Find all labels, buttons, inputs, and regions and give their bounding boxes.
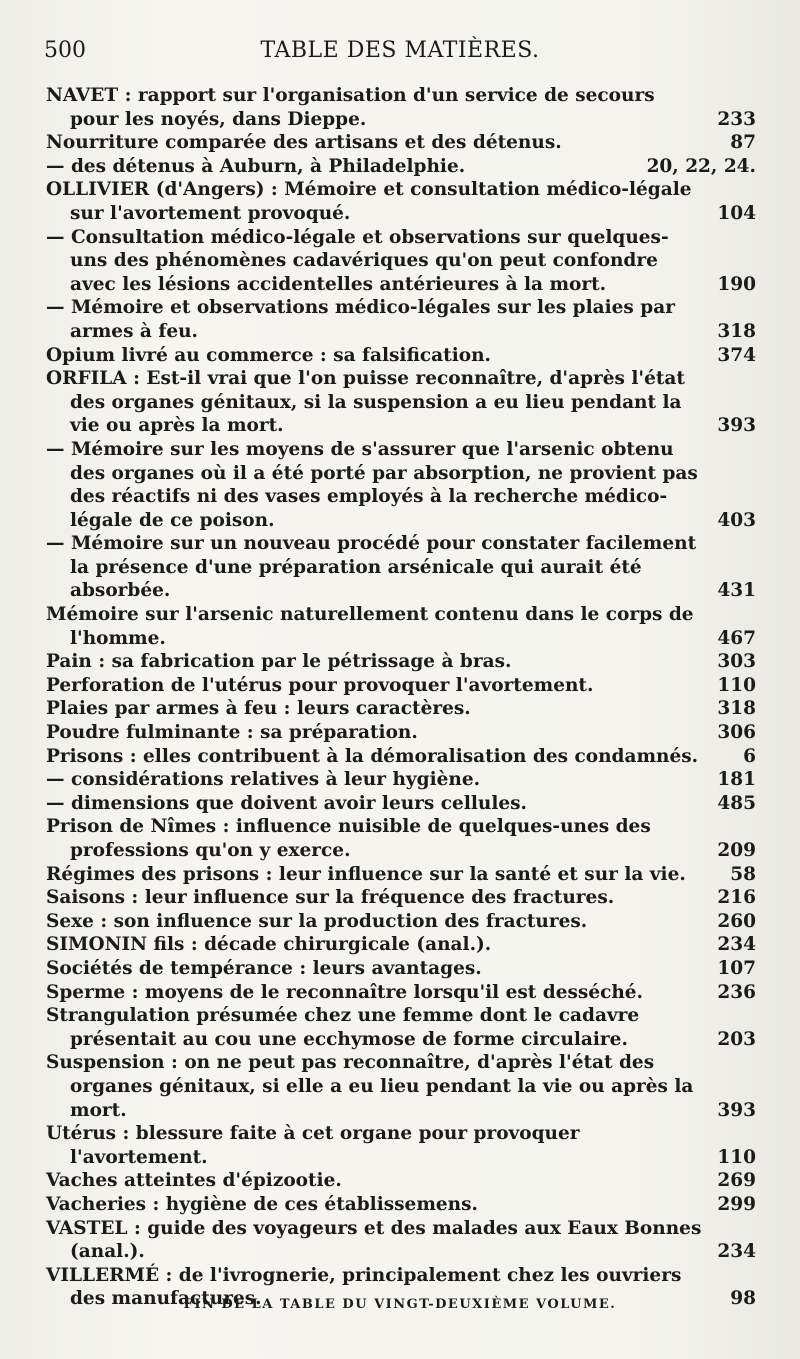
index-entry-page: 306 bbox=[717, 722, 756, 744]
index-entry-text: — Mémoire et observations médico-légales sur les plaies par armes à feu. bbox=[46, 297, 675, 342]
index-entry bbox=[46, 1122, 756, 1169]
index-entry-page: 403 bbox=[717, 509, 756, 531]
index-entry bbox=[46, 1217, 756, 1264]
index-entry bbox=[46, 933, 756, 957]
index-entry-text: Opium livré au commerce : sa falsification. bbox=[46, 344, 491, 366]
index-entry-text: Sociétés de tempérance : leurs avantages. bbox=[46, 957, 482, 979]
index-entry-page: 20, 22, 24. bbox=[646, 155, 756, 177]
index-entry bbox=[46, 1004, 756, 1051]
index-entry-page: 260 bbox=[717, 910, 756, 932]
index-entry-text: OLLIVIER (d'Angers) : Mémoire et consultation médico-légale sur l'avortement provoqué. bbox=[46, 179, 692, 224]
index-entry bbox=[46, 792, 756, 816]
index-entry-text: — Consultation médico-légale et observations sur quelques-uns des phénomènes cadavériques qu'on peut confondre avec les lésions accidentelles antérieures à la mort. bbox=[46, 226, 669, 295]
index-entry-page: 393 bbox=[717, 415, 756, 437]
index-entry-text: Utérus : blessure faite à cet organe pour provoquer l'avortement. bbox=[46, 1123, 580, 1168]
index-entry-page: 318 bbox=[717, 320, 756, 342]
index-entry bbox=[46, 344, 756, 368]
index-entry-page: 181 bbox=[717, 769, 756, 791]
index-entry-page: 374 bbox=[717, 344, 756, 366]
index-entry bbox=[46, 155, 756, 179]
index-entry-page: 209 bbox=[717, 840, 756, 861]
index-entry-page: 216 bbox=[717, 887, 756, 909]
index-entry-page: 393 bbox=[717, 1099, 756, 1121]
index-entries bbox=[46, 84, 756, 1311]
index-entry-text: — dimensions que doivent avoir leurs cellules. bbox=[46, 792, 527, 814]
index-entry-text: VASTEL : guide des voyageurs et des malades aux Eaux Bonnes (anal.). bbox=[46, 1217, 702, 1263]
index-entry-page: 58 bbox=[730, 863, 756, 885]
index-entry-page: 467 bbox=[717, 627, 756, 649]
index-entry bbox=[46, 178, 756, 225]
index-entry-text: Perforation de l'utérus pour provoquer l'avortement. bbox=[46, 674, 594, 696]
index-entry bbox=[46, 981, 756, 1005]
index-entry-text: ORFILA : Est-il vrai que l'on puisse reconnaître, d'après l'état des organes génitaux, si la suspension a eu lieu pendant la vie ou après la mort. bbox=[46, 368, 685, 437]
index-entry-text: Plaies par armes à feu : leurs caractères. bbox=[46, 698, 471, 720]
index-entry bbox=[46, 674, 756, 698]
index-entry-text: Sexe : son influence sur la production des fractures. bbox=[46, 910, 588, 932]
index-entry bbox=[46, 815, 756, 862]
index-entry-page: 233 bbox=[717, 108, 756, 130]
index-entry-text: Poudre fulminante : sa préparation. bbox=[46, 722, 418, 744]
index-entry bbox=[46, 603, 756, 650]
index-entry bbox=[46, 768, 756, 792]
index-entry-text: Strangulation présumée chez une femme dont le cadavre présentait au cou une ecchymose de forme circulaire. bbox=[46, 1005, 640, 1050]
index-entry-page: 236 bbox=[717, 981, 756, 1003]
index-entry-page: 234 bbox=[717, 1241, 756, 1263]
index-entry-text: — Mémoire sur les moyens de s'assurer que l'arsenic obtenu des organes où il a été porté par absorption, ne provient pas des réactifs ni des vases employés à la recherche médico-légale de ce poison. bbox=[46, 438, 698, 531]
index-entry bbox=[46, 438, 756, 532]
index-entry-page: 110 bbox=[717, 1146, 756, 1168]
index-entry bbox=[46, 721, 756, 745]
index-entry-page: 104 bbox=[717, 202, 756, 224]
index-entry-page: 110 bbox=[717, 674, 756, 696]
index-entry bbox=[46, 1169, 756, 1193]
index-entry-text: Sperme : moyens de le reconnaître lorsqu'il est desséché. bbox=[46, 981, 644, 1003]
index-entry-text: Nourriture comparée des artisans et des détenus. bbox=[46, 132, 562, 154]
index-entry bbox=[46, 886, 756, 910]
index-entry-text: NAVET : rapport sur l'organisation d'un service de secours pour les noyés, dans Dieppe. bbox=[46, 85, 655, 130]
index-entry-text: Vacheries : hygiène de ces établissemens. bbox=[46, 1193, 478, 1215]
index-entry bbox=[46, 532, 756, 603]
end-of-table-note: FIN DE LA TABLE DU VINGT-DEUXIÈME VOLUME. bbox=[183, 1297, 617, 1312]
page-number: 500 bbox=[44, 38, 86, 63]
index-entry-text: Suspension : on ne peut pas reconnaître, d'après l'état des organes génitaux, si elle a eu lieu pendant la vie ou après la mort. bbox=[46, 1052, 694, 1121]
index-entry bbox=[46, 745, 756, 769]
index-entry bbox=[46, 367, 756, 438]
index-entry-page: 107 bbox=[717, 957, 756, 979]
index-entry-page: 269 bbox=[717, 1170, 756, 1192]
index-entry bbox=[46, 863, 756, 887]
index-entry-page: 87 bbox=[730, 132, 756, 154]
index-entry-page: 318 bbox=[717, 698, 756, 720]
index-entry-text: Prisons : elles contribuent à la démoralisation des condamnés. bbox=[46, 745, 699, 767]
index-entry-text: Prison de Nîmes : influence nuisible de quelques-unes des professions qu'on y exerce. bbox=[46, 816, 651, 861]
index-entry-page: 431 bbox=[717, 580, 756, 602]
index-entry-text: Mémoire sur l'arsenic naturellement contenu dans le corps de l'homme. bbox=[46, 604, 694, 649]
index-entry bbox=[46, 1193, 756, 1217]
index-entry-page: 234 bbox=[717, 934, 756, 956]
index-entry bbox=[46, 910, 756, 934]
index-entry-page: 6 bbox=[743, 745, 756, 767]
index-entry-page: 303 bbox=[717, 651, 756, 673]
page-header bbox=[44, 38, 756, 68]
index-entry-text: VILLERMÉ : de l'ivrognerie, principalement chez les ouvriers des manufactures. bbox=[46, 1264, 682, 1310]
index-entry bbox=[46, 131, 756, 155]
running-title: TABLE DES MATIÈRES. bbox=[260, 38, 540, 63]
index-entry bbox=[46, 650, 756, 674]
index-entry-text: Saisons : leur influence sur la fréquence des fractures. bbox=[46, 887, 615, 909]
index-entry bbox=[46, 697, 756, 721]
index-entry-text: SIMONIN fils : décade chirurgicale (anal.). bbox=[46, 934, 492, 956]
index-entry-text: Régimes des prisons : leur influence sur la santé et sur la vie. bbox=[46, 863, 686, 885]
index-entry-page: 203 bbox=[717, 1028, 756, 1050]
index-entry-text: Vaches atteintes d'épizootie. bbox=[46, 1170, 342, 1192]
index-entry-page: 299 bbox=[717, 1193, 756, 1215]
index-entry-page: 190 bbox=[717, 273, 756, 295]
index-entry-page: 98 bbox=[730, 1288, 756, 1310]
index-entry-text: — Mémoire sur un nouveau procédé pour constater facilement la présence d'une préparation arsénicale qui aurait été absorbée. bbox=[46, 533, 697, 602]
index-entry bbox=[46, 296, 756, 343]
index-entry-text: Pain : sa fabrication par le pétrissage à bras. bbox=[46, 651, 512, 673]
index-entry-text: — considérations relatives à leur hygiène. bbox=[46, 769, 481, 791]
index-entry bbox=[46, 1051, 756, 1122]
index-entry-page: 485 bbox=[717, 792, 756, 814]
index-entry bbox=[46, 957, 756, 981]
index-entry bbox=[46, 84, 756, 131]
index-entry bbox=[46, 226, 756, 297]
index-entry-text: — des détenus à Auburn, à Philadelphie. bbox=[46, 155, 466, 177]
